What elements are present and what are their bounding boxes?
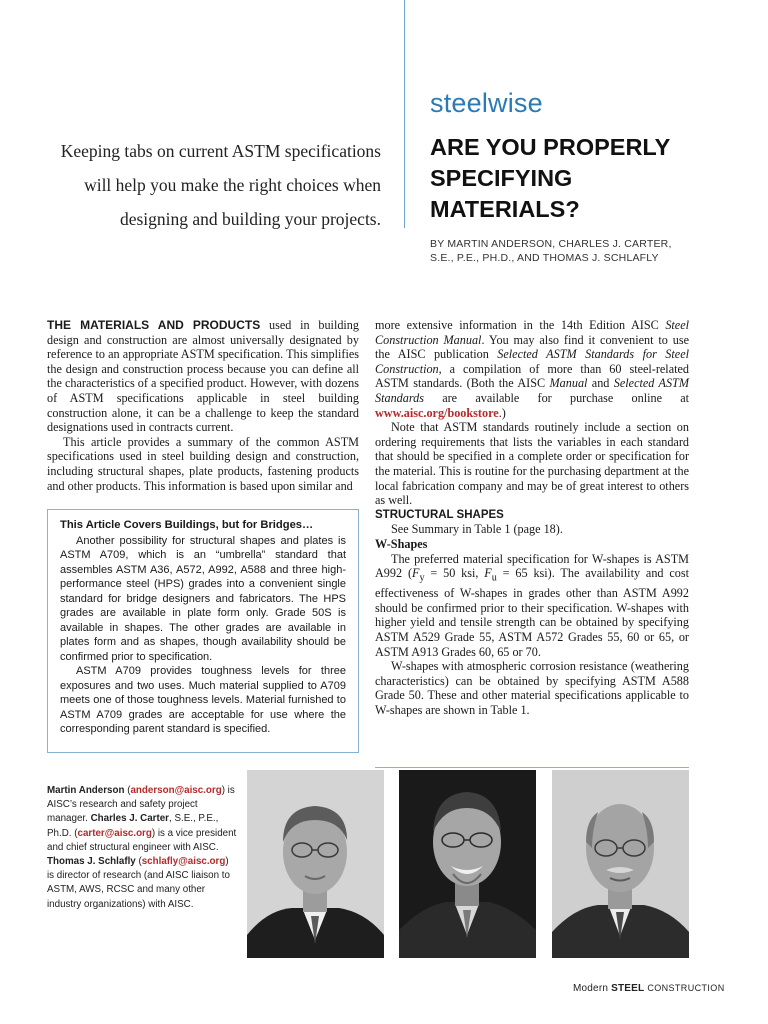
sidebar-title: This Article Covers Buildings, but for Bridges… xyxy=(60,519,314,531)
bookstore-link[interactable]: www.aisc.org/bookstore xyxy=(375,405,499,420)
text-run: . You may also find it convenient to use the AISC publication xyxy=(375,332,689,362)
sidebar-paragraph: Another possibility for structural shapes and plates is ASTM A709, which is an “umbrella” standard that assembles ASTM A36, A572, A992, A588 and three high-performance steel (HPS) grades into a convenient single standard for bridge designers and fabricators. The HPS grades are available in plate form only. Grade 50S is available in shapes. The other grades are available in plates form and as shapes, though availability should be confirmed prior to specification. xyxy=(60,534,346,663)
body-column-left xyxy=(47,318,359,493)
text-run: ) is director of research (and AISC liaison to ASTM, AWS, RCSC and many other industry organizations) with AISC. xyxy=(47,856,230,910)
manual-title: Manual xyxy=(549,376,588,391)
paragraph-text: used in building design and construction are almost universally designated by reference to an appropriate ASTM specification. This simplifies the design and construction process because you can define all the characteristics of a specified product. However, with dozens of ASTM specifications applicable in steel building construction alone, it can be a challenge to keep the standard designations used in contracts current. xyxy=(47,318,359,435)
section-heading: STRUCTURAL SHAPES xyxy=(375,508,504,521)
symbol-subscript: u xyxy=(491,572,497,584)
text-run: , a compilation of more than 60 steel-related ASTM standards. (Both the AISC xyxy=(375,361,689,391)
email-link[interactable]: carter@aisc.org xyxy=(77,827,152,839)
text-run: , S.E., P.E., Ph.D. ( xyxy=(47,813,219,839)
article-deck xyxy=(40,134,381,236)
headline-line: SPECIFYING xyxy=(430,165,573,191)
text-run: ( xyxy=(135,856,142,868)
sidebar-paragraph: ASTM A709 provides toughness levels for three exposures and two uses. Much material supplied to A709 meets one of those toughness levels. Material furnished to ASTM A709 grades are acceptable for use where the corresponding parent standard is specified. xyxy=(60,665,346,735)
manual-title: Steel Construction Manual xyxy=(375,318,689,347)
body-column-right xyxy=(375,318,689,717)
author-name: Thomas J. Schlafly xyxy=(47,856,136,868)
photo-rule xyxy=(375,767,689,768)
body-paragraph: See Summary in Table 1 (page 18). xyxy=(391,522,563,537)
symbol: F xyxy=(412,566,420,581)
symbol: F xyxy=(484,566,492,581)
lead-in: THE MATERIALS AND PRODUCTS xyxy=(47,318,261,332)
bridges-sidebar xyxy=(47,509,359,753)
magazine-footer xyxy=(573,983,725,994)
text-run: .) xyxy=(498,405,506,420)
body-paragraph: This article provides a summary of the common ASTM specifications used in steel building design and construction, including structural shapes, plate products, fastening products and other products. This information is based upon similar and xyxy=(47,434,359,493)
body-paragraph xyxy=(47,318,359,435)
byline-line: BY MARTIN ANDERSON, CHARLES J. CARTER, xyxy=(430,238,672,250)
subsection-heading: W-Shapes xyxy=(375,536,428,551)
body-paragraph xyxy=(375,552,689,660)
text-run: ( xyxy=(124,785,131,796)
text-run: = 50 ksi, xyxy=(424,566,485,581)
text-run: and xyxy=(587,376,614,391)
byline xyxy=(430,237,730,265)
email-link[interactable]: anderson@aisc.org xyxy=(130,785,222,796)
body-paragraph: W-shapes with atmospheric corrosion resistance (weathering characteristics) can be obtained by specifying ASTM A588 Grade 50. These and other material specifications applicable to W-shapes are shown in Table 1. xyxy=(375,659,689,717)
header-divider xyxy=(404,0,405,228)
author-name: Martin Anderson xyxy=(47,785,125,796)
symbol-subscript: y xyxy=(419,572,425,584)
text-run: are available for purchase online at xyxy=(423,390,689,405)
author-name: Charles J. Carter xyxy=(90,813,169,825)
footer-word: Modern xyxy=(573,983,609,994)
footer-word: CONSTRUCTION xyxy=(647,983,725,993)
portrait-graphic xyxy=(247,770,384,958)
headline-line: ARE YOU PROPERLY xyxy=(430,134,671,160)
body-paragraph xyxy=(375,318,689,420)
author-bio xyxy=(47,784,237,912)
standards-title: Selected ASTM Standards for Steel Construction xyxy=(375,347,689,376)
body-paragraph: Note that ASTM standards routinely include a section on ordering requirements that lists the variables in each standard that should be specified in a complete order or specification for the material. This is routine for the purchasing department at the local fabrication company and may be of great interest to others as well. xyxy=(375,420,689,508)
standards-title: Selected ASTM Standards xyxy=(375,376,689,405)
portrait-graphic xyxy=(399,770,536,958)
text-run: ) is AISC’s research and safety project manager. xyxy=(47,785,235,825)
email-link[interactable]: schlafly@aisc.org xyxy=(141,856,226,868)
portrait-graphic xyxy=(552,770,689,958)
author-photo-carter xyxy=(399,770,536,958)
deck-line: will help you make the right choices when xyxy=(84,175,381,195)
article-headline xyxy=(430,132,730,225)
text-run: = 65 ksi). The availability and cost effectiveness of W-shapes in grades other than ASTM A992 should be confirmed prior to their specification. W-shapes with higher yield and tensile strength can be obtained by specifying ASTM A529 Grade 55, ASTM A572 Grades 55, 60 or 65, or ASTM A913 Grades 60, 65 or 70. xyxy=(375,566,689,659)
footer-word: STEEL xyxy=(611,983,645,994)
deck-line: designing and building your projects. xyxy=(119,209,381,229)
text-run: ) is a vice president and chief structural engineer with AISC. xyxy=(47,827,237,853)
deck-line: Keeping tabs on current ASTM specifications xyxy=(60,141,381,161)
section-kicker: steelwise xyxy=(430,88,543,118)
headline-line: MATERIALS? xyxy=(430,196,580,222)
author-photo-anderson xyxy=(247,770,384,958)
text-run: The preferred material specification for W-shapes is ASTM A992 ( xyxy=(375,551,689,581)
author-photo-schlafly xyxy=(552,770,689,958)
byline-line: S.E., P.E., PH.D., AND THOMAS J. SCHLAFLY xyxy=(430,252,659,264)
text-run: more extensive information in the 14th Edition AISC xyxy=(375,318,666,332)
